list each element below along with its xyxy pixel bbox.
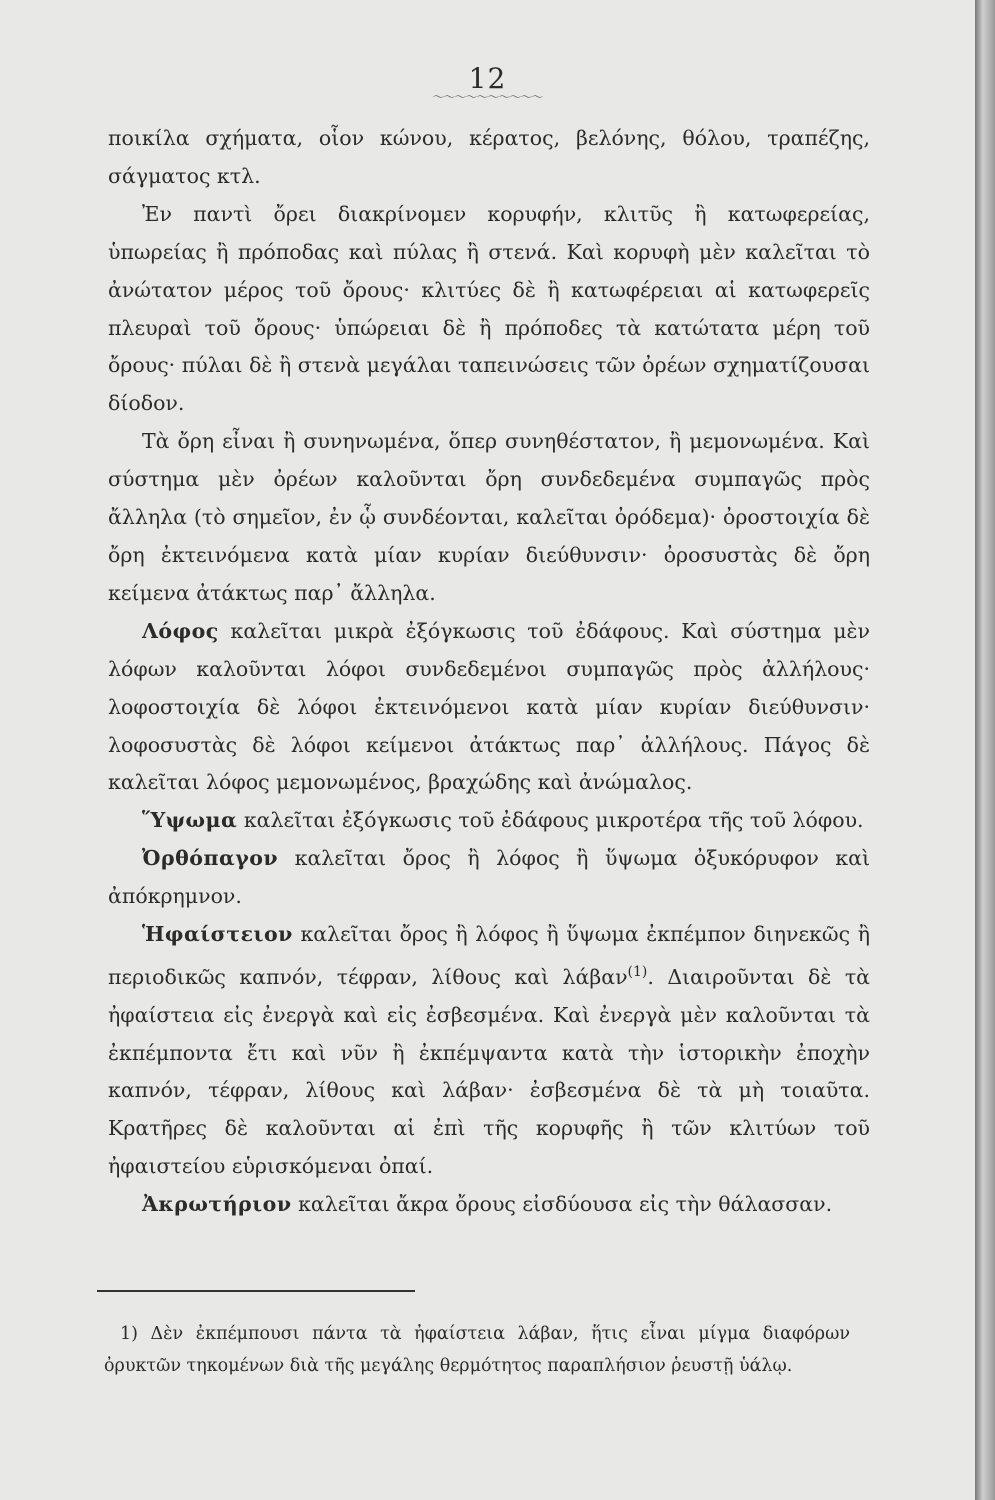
paragraph-steep-peak [108, 840, 870, 916]
definition-elevation: καλεῖται ἐξόγκωσις τοῦ ἐδάφους μικροτέρα τῆς τοῦ λόφου. [237, 808, 864, 833]
page-number: 12 [468, 62, 507, 95]
term-elevation: Ὕψωμα [142, 808, 238, 833]
definition-volcano-part2: . Διαιροῦνται δὲ τὰ ἠφαίστεια εἰς ἐνεργὰ καὶ εἰς ἐσβεσμένα. Καὶ ἐνεργὰ μὲν καλοῦνται τὰ ἐκπέμποντα ἔτι καὶ νῦν ἢ ἐκπέμψαντα κατὰ τὴν ἱστορικὴν ἐποχὴν καπνόν, τέφραν, λίθους καὶ λάβαν· ἐσβεσμένα δὲ τὰ μὴ τοιαῦτα. Κρατῆρες δὲ καλοῦνται αἱ ἐπὶ τῆς κορυφῆς ἢ τῶν κλιτύων τοῦ ἠφαιστείου εὑρισκόμεναι ὀπαί. [108, 964, 871, 1179]
paragraph-hill [108, 613, 870, 803]
paragraph-mountain-parts: Ἐν παντὶ ὄρει διακρίνομεν κορυφήν, κλιτῦς ἢ κατωφερείας, ὑπωρείας ἢ πρόποδας καὶ πύλας ἢ στενά. Καὶ κορυφὴ μὲν καλεῖται τὸ ἀνώτατον μέρος τοῦ ὄρους· κλιτύες δὲ ἢ κατωφέρειαι αἱ κατωφερεῖς πλευραὶ τοῦ ὄρους· ὑπώρειαι δὲ ἢ πρόποδες τὰ κατώτατα μέρη τοῦ ὄρους· πύλαι δὲ ἢ στενὰ μεγάλαι ταπεινώσεις τῶν ὀρέων σχηματίζουσαι δίοδον. [108, 201, 870, 416]
footnote: 1) Δὲν ἐκπέμπουσι πάντα τὰ ἠφαίστεια λάβαν, ἥτις εἶναι μίγμα διαφόρων ὀρυκτῶν τηκομένων διὰ τῆς μεγάλης θερμότητος παραπλήσιον ῥευστῇ ὑάλῳ. [104, 1324, 850, 1376]
footnote-reference: (1) [627, 963, 648, 980]
definition-cape: καλεῖται ἄκρα ὄρους εἰσδύουσα εἰς τὴν θάλασσαν. [291, 1192, 833, 1217]
body-text [108, 120, 870, 1224]
footnote-divider [97, 1290, 415, 1292]
definition-steep-peak: καλεῖται ὄρος ἢ λόφος ἢ ὕψωμα ὀξυκόρυφον καὶ ἀπόκρημνον. [108, 846, 870, 909]
paragraph-volcano [108, 916, 870, 1186]
definition-hill: καλεῖται μικρὰ ἐξόγκωσις τοῦ ἐδάφους. Καὶ σύστημα μὲν λόφων καλοῦνται λόφοι συνδεδεμένοι συμπαγῶς πρὸς ἀλλήλους· λοφοστοιχία δὲ λόφοι ἐκτεινόμενοι κατὰ μίαν κυρίαν διεύθυνσιν· λοφοσυστὰς δὲ λόφοι κείμενοι ἀτάκτως παρ᾽ ἀλλήλους. Πάγος δὲ καλεῖται λόφος μεμονωμένος, βραχώδης καὶ ἀνώμαλος. [108, 618, 870, 795]
paragraph-elevation [108, 802, 870, 840]
term-volcano: Ἡφαίστειον [142, 922, 293, 947]
page-edge [975, 0, 995, 1500]
term-cape: Ἀκρωτήριον [142, 1192, 292, 1217]
header-ornament: ～～～～～～～～～～ [432, 90, 543, 104]
paragraph-mountain-systems: Τὰ ὄρη εἶναι ἢ συνηνωμένα, ὅπερ συνηθέστατον, ἢ μεμονωμένα. Καὶ σύστημα μὲν ὀρέων καλοῦνται ὄρη συνδεδεμένα συμπαγῶς πρὸς ἄλληλα (τὸ σημεῖον, ἐν ᾧ συνδέονται, καλεῖται ὀρόδεμα)· ὀροστοιχία δὲ ὄρη ἐκτεινόμενα κατὰ μίαν κυρίαν διεύθυνσιν· ὀροσυστὰς δὲ ὄρη κείμενα ἀτάκτως παρ᾽ ἄλληλα. [108, 429, 870, 605]
paragraph-continuation: ποικίλα σχήματα, οἷον κώνου, κέρατος, βελόνης, θόλου, τραπέζης, σάγματος κτλ. [108, 126, 870, 188]
term-steep-peak: Ὀρθόπαγον [142, 846, 279, 871]
paragraph-cape [108, 1186, 870, 1224]
term-hill: Λόφος [142, 618, 219, 643]
definition-volcano-part1: καλεῖται ὄρος ἢ λόφος ἢ ὕψωμα ἐκπέμπον διηνεκῶς ἢ περιοδικῶς καπνόν, τέφραν, λίθους καὶ λάβαν [108, 922, 870, 989]
